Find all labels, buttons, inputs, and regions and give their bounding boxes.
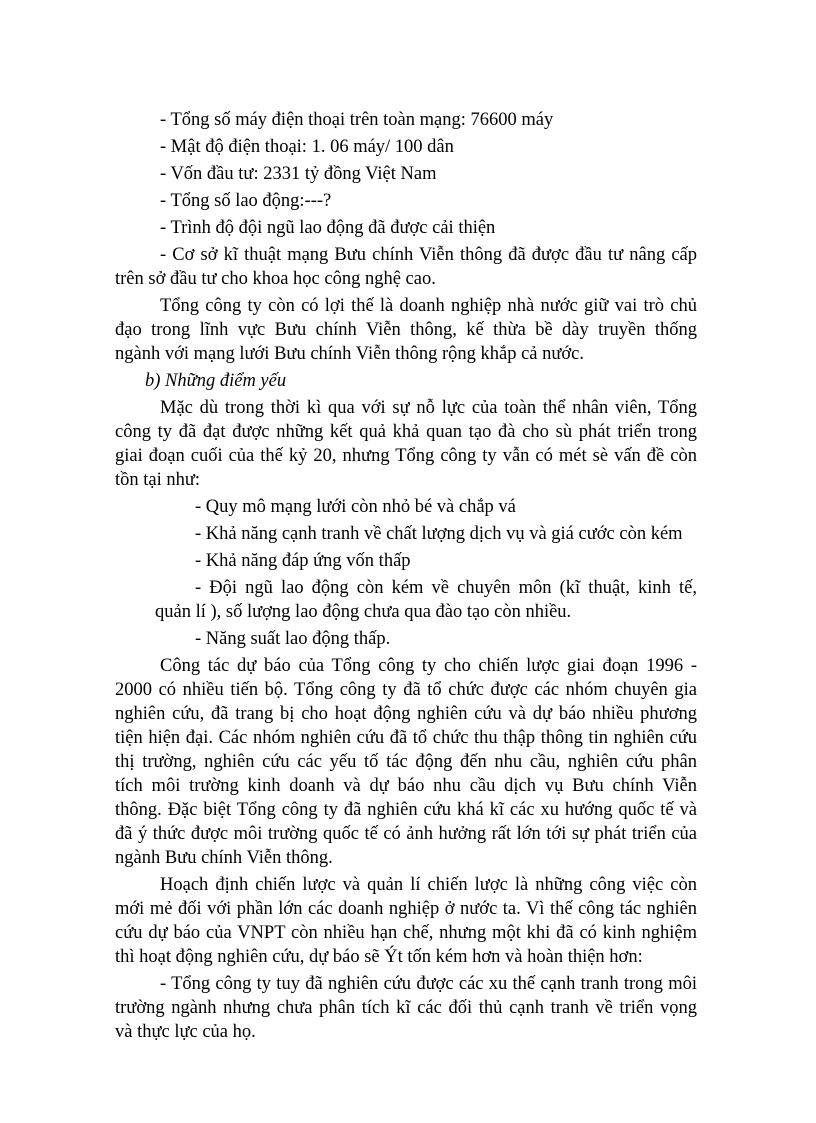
forecast-paragraph-line: Công tác dự báo của Tổng công ty cho chiến lược giai đoạn 1996 -	[160, 656, 697, 676]
advantage-paragraph-line: Tổng công ty còn có lợi thế là doanh nghiệp nhà nước giữ vai trò chủ	[160, 296, 697, 316]
advantage-paragraph-line: ngành với mạng lưới Bưu chính Viễn thông rộng khắp cả nước.	[115, 344, 585, 364]
workforce-line: quản lí ), số lượng lao động chưa qua đào tạo còn nhiều.	[155, 602, 572, 622]
planning-paragraph-line: mới mẻ đối với phần lớn các doanh nghiệp ở nước ta. Vì thế công tác nghiên	[115, 899, 697, 919]
planning-paragraph-line: Hoạch định chiến lược và quản lí chiến lược là những công việc còn	[160, 875, 697, 895]
summary-item-capital: - Vốn đầu tư: 2331 tỷ đồng Việt Nam	[160, 164, 437, 184]
weakness-heading: b) Những điểm yếu	[145, 371, 287, 391]
summary-item-skills: - Trình độ đội ngũ lao động đã được cải thiện	[160, 218, 496, 238]
advantage-paragraph-line: đạo trong lĩnh vực Bưu chính Viễn thông, kế thừa bề dày truyền thống	[115, 320, 697, 340]
infrastructure-line: trên sở đầu tư cho khoa học công nghệ cao.	[115, 269, 436, 289]
weakness-intro-line: Mặc dù trong thời kì qua với sự nỗ lực của toàn thể nhân viên, Tổng	[160, 398, 697, 418]
forecast-paragraph-line: ngành Bưu chính Viễn thông.	[115, 848, 333, 868]
planning-paragraph-line: thì hoạt động nghiên cứu, dự báo sẽ Ýt tốn kém hơn và hoàn thiện hơn:	[115, 947, 643, 967]
weakness-item-productivity: - Năng suất lao động thấp.	[195, 629, 391, 649]
competition-paragraph-line: - Tổng công ty tuy đã nghiên cứu được các xu thế cạnh tranh trong môi	[160, 974, 697, 994]
forecast-paragraph-line: thông. Đặc biệt Tổng công ty đã nghiên cứu khá kĩ các xu hướng quốc tế và	[115, 800, 697, 820]
competition-paragraph-line: và thực lực của họ.	[115, 1022, 256, 1042]
weakness-intro-line: công ty đã đạt được những kết quả khả quan tạo đà cho sù phát triển trong	[115, 422, 697, 442]
forecast-paragraph-line: 2000 có nhiều tiến bộ. Tổng công ty đã tổ chức được các nhóm chuyên gia	[115, 680, 697, 700]
weakness-intro-line: tồn tại như:	[115, 470, 201, 490]
forecast-paragraph-line: thị trường, nghiên cứu các yếu tố tác động đến nhu cầu, nghiên cứu phân	[115, 752, 697, 772]
summary-item-labor: - Tổng số lao động:---?	[160, 191, 332, 211]
infrastructure-line: - Cơ sở kĩ thuật mạng Bưu chính Viễn thông đã được đầu tư nâng cấp	[160, 245, 697, 265]
weakness-item-competition: - Khả năng cạnh tranh về chất lượng dịch vụ và giá cước còn kém	[195, 524, 683, 544]
forecast-paragraph-line: tiện hiện đại. Các nhóm nghiên cứu đã tổ chức thu thập thông tin nghiên cứu	[115, 728, 697, 748]
weakness-item-network: - Quy mô mạng lưới còn nhỏ bé và chắp vá	[195, 497, 516, 517]
workforce-line: - Đội ngũ lao động còn kém về chuyên môn (kĩ thuật, kinh tế,	[195, 578, 697, 598]
competition-paragraph-line: trường ngành nhưng chưa phân tích kĩ các đối thủ cạnh tranh về triển vọng	[115, 998, 697, 1018]
forecast-paragraph-line: tích môi trường kinh doanh và dự báo nhu cầu dịch vụ Bưu chính Viễn	[115, 776, 697, 796]
forecast-paragraph-line: đã ý thức được môi trường quốc tế có ảnh hưởng rất lớn tới sự phát triển của	[115, 824, 697, 844]
summary-item-density: - Mật độ điện thoại: 1. 06 máy/ 100 dân	[160, 137, 454, 157]
forecast-paragraph-line: nghiên cứu, đã trang bị cho hoạt động nghiên cứu và dự báo nhiều phương	[115, 704, 697, 724]
summary-item-phones: - Tổng số máy điện thoại trên toàn mạng: 76600 máy	[160, 110, 554, 130]
weakness-intro-line: giai đoạn cuối của thế kỷ 20, nhưng Tổng công ty vẫn có mét sè vấn đề còn	[115, 446, 697, 466]
planning-paragraph-line: cứu dự báo của VNPT còn nhiều hạn chế, nhưng một khi đã có kinh nghiệm	[115, 923, 697, 943]
weakness-item-capital: - Khả năng đáp ứng vốn thấp	[195, 551, 411, 571]
